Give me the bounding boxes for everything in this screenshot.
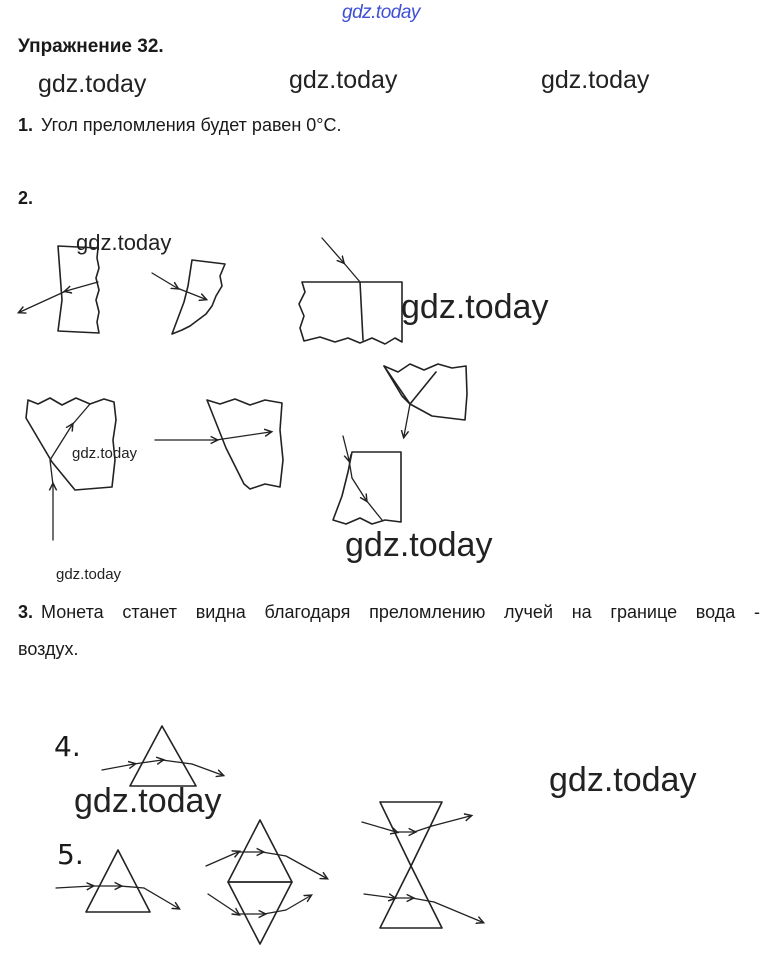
diagram-notched-block: [384, 364, 467, 436]
question-5-number: 5.: [57, 838, 84, 871]
exercise-title: Упражнение 32.: [18, 36, 164, 57]
diagram-double-prism: [206, 820, 326, 944]
question-number: 3.: [18, 602, 34, 622]
watermark-top: gdz.today: [342, 2, 420, 23]
diagram-slab-left: [20, 246, 99, 333]
watermark: gdz.today: [289, 66, 398, 94]
watermark: gdz.today: [56, 566, 122, 583]
diagram-prism-5a: [56, 850, 178, 912]
watermark: gdz.today: [401, 288, 549, 326]
question-4-number: 4.: [54, 730, 81, 763]
diagram-block-ray: [333, 436, 401, 524]
diagram-trapezoid-horizontal: [155, 399, 283, 489]
question-text: Угол преломления будет равен 0°С.: [41, 115, 342, 135]
diagram-prism-4: [102, 726, 222, 786]
watermark: gdz.today: [549, 761, 697, 799]
question-text: Монета станет видна благодаря преломлению лучей на границе вода - воздух.: [18, 602, 760, 659]
question-number: 2.: [18, 188, 34, 208]
watermark: gdz.today: [345, 526, 493, 564]
diagram-torn-shape: [152, 260, 225, 334]
diagram-block-normal: [299, 238, 402, 344]
diagram-trapezoid-vertical: [26, 398, 116, 540]
watermark: gdz.today: [38, 70, 147, 98]
question-number: 1.: [18, 115, 34, 135]
watermark: gdz.today: [541, 66, 650, 94]
watermark: gdz.today: [74, 782, 222, 820]
watermark: gdz.today: [76, 230, 172, 255]
diagram-hourglass-prisms: [362, 802, 482, 928]
watermark: gdz.today: [72, 445, 138, 462]
